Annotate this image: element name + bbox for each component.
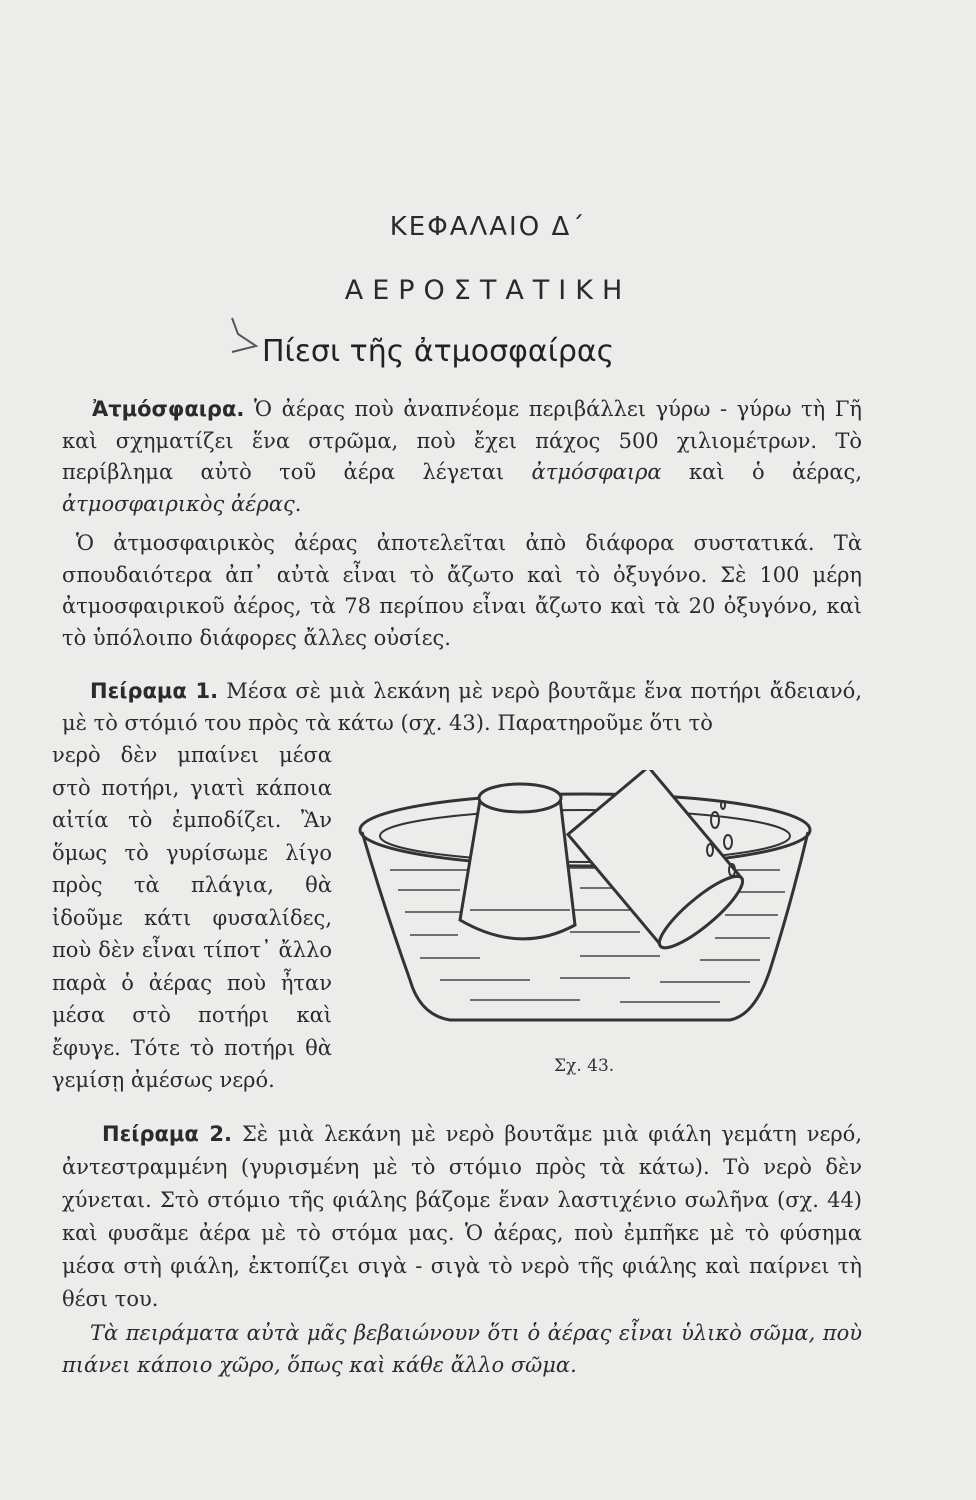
paragraph-composition: Ὁ ἀτμοσφαιρικὸς ἀέρας ἀποτελεῖται ἀπὸ διάφορα συστατικά. Τὰ σπουδαιότερα ἀπ᾽ αὐτὰ εἶναι τὸ ἄζωτο καὶ τὸ ὀξυγόνο. Σὲ 100 μέρη ἀτμοσφαιρικοῦ ἀέρος, τὰ 78 περίπου εἶναι ἄζωτο καὶ τὰ 20 ὀξυγόνο, καὶ τὸ ὑπόλοιπο διάφορες ἄλλες οὐσίες. bbox=[62, 531, 862, 650]
subject-heading: ΑΕΡΟΣΤΑΤΙΚΗ bbox=[344, 275, 632, 306]
paragraph-text-end: . bbox=[294, 491, 302, 516]
experiment-2-text: Σὲ μιὰ λεκάνη μὲ νερὸ βουτᾶμε μιὰ φιάλη γεμάτη νερό, ἀντεστραμμένη (γυρισμένη μὲ τὸ στόμιο πρὸς τὰ κάτω). Τὸ νερὸ δὲν χύνεται. Στὸ στόμιο τῆς φιάλης βάζομε ἕναν λαστιχένιο σωλῆνα (σχ. 44) καὶ φυσᾶμε ἀέρα μὲ τὸ στόμα μας. Ὁ ἀέρας, ποὺ ἐμπῆκε μὲ τὸ φύσημα μέσα στὴ φιάλη, ἐκτοπίζει σιγὰ - σιγὰ τὸ νερὸ τῆς φιάλης καὶ παίρνει τὴ θέσι του. bbox=[62, 1122, 862, 1311]
experiment-1-continued: νερὸ δὲν μπαίνει μέσα στὸ ποτήρι, γιατὶ κάποια αἰτία τὸ ἐμποδίζει. Ἂν ὅμως τὸ γυρίσωμε λίγο πρὸς τὰ πλάγια, θὰ ἰδοῦμε κάτι φυσαλίδες, ποὺ δὲν εἶναι τίποτ᾽ ἄλλο παρὰ ὁ ἀέρας ποὺ ἦταν μέσα στὸ ποτήρι καὶ ἔφυγε. Τότε τὸ ποτήρι θὰ γεμίσῃ ἀμέσως νερό. bbox=[52, 743, 332, 1092]
figure-caption: Σχ. 43. bbox=[554, 1056, 615, 1076]
term-atmospheric-air: ἀτμοσφαιρικὸς ἀέρας bbox=[62, 491, 295, 516]
experiment-2 bbox=[62, 1118, 862, 1316]
paragraph-text-mid: καὶ ὁ ἀέρας, bbox=[661, 460, 862, 484]
experiment-1-text: Μέσα σὲ μιὰ λεκάνη μὲ νερὸ βουτᾶμε ἕνα ποτήρι ἄδειανό, μὲ τὸ στόμιό του πρὸς τὰ κάτω (σχ. 43). Παρατηροῦμε ὅτι τὸ bbox=[62, 679, 863, 735]
paragraph-text: Ὁ ἀέρας ποὺ ἀναπνέομε περιβάλλει γύρω - γύρω τὴ Γῆ καὶ σχηματίζει ἕνα στρῶμα, ποὺ ἔχει πάχος 500 χιλιομέτρων. Τὸ περίβλημα αὐτὸ τοῦ ἀέρα λέγεται bbox=[62, 397, 862, 484]
paragraph-lead: Ἀτμόσφαιρα. bbox=[92, 397, 245, 421]
experiment-2-label: Πείραμα 2. bbox=[102, 1122, 232, 1146]
figure-basin-glasses bbox=[330, 770, 860, 1040]
pencil-mark-icon bbox=[228, 316, 262, 356]
chapter-heading: ΚΕΦΑΛΑΙΟ Δ΄ bbox=[389, 212, 587, 242]
experiment-1-intro bbox=[62, 676, 862, 739]
term-atmosphere: ἀτμόσφαιρα bbox=[531, 460, 662, 484]
experiment-1-label: Πείραμα 1. bbox=[90, 679, 219, 703]
section-title: Πίεσι τῆς ἀτμοσφαίρας bbox=[262, 334, 615, 369]
conclusion-paragraph: Τὰ πειράματα αὐτὰ μᾶς βεβαιώνουν ὅτι ὁ ἀέρας εἶναι ὑλικὸ σῶμα, ποὺ πιάνει κάποιο χῶρο, ὅπως καὶ κάθε ἄλλο σῶμα. bbox=[62, 1321, 862, 1377]
paragraph-atmosphere bbox=[62, 394, 862, 520]
